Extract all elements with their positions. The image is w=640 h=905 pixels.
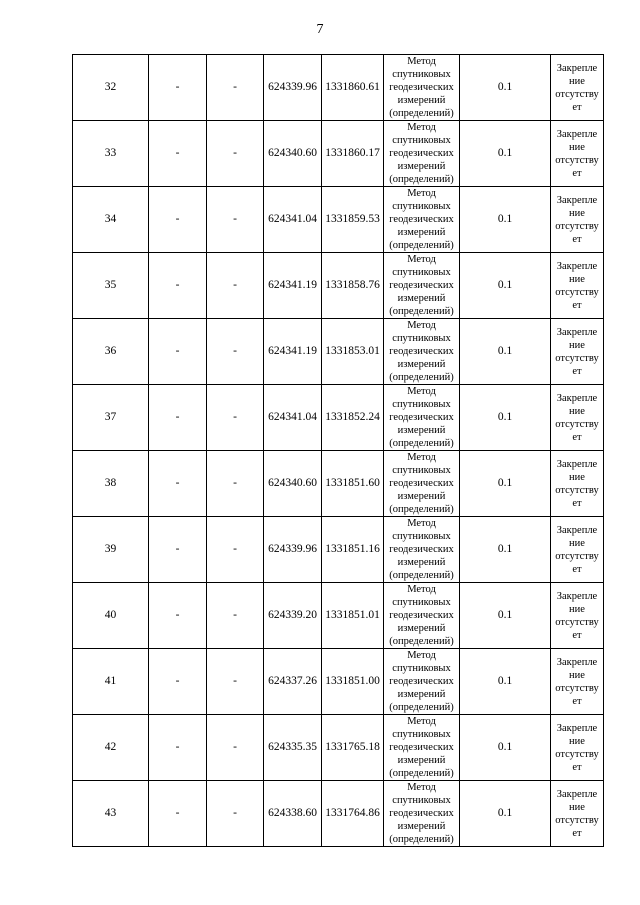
accuracy-cell: 0.1: [460, 517, 551, 583]
x-coordinate-cell: 624335.35: [264, 715, 322, 781]
point-number-cell: 42: [73, 715, 149, 781]
x-coordinate-cell: 624340.60: [264, 451, 322, 517]
method-cell: Метод спутниковых геодезических измерений (определений): [384, 121, 460, 187]
accuracy-cell: 0.1: [460, 583, 551, 649]
point-number-cell: 37: [73, 385, 149, 451]
fixing-cell: Закрепле ние отсутству ет: [551, 781, 604, 847]
old-x-cell: -: [149, 451, 207, 517]
table-row: [73, 253, 604, 319]
old-x-cell: -: [149, 781, 207, 847]
table-row: [73, 451, 604, 517]
method-cell: Метод спутниковых геодезических измерений (определений): [384, 385, 460, 451]
table-row: [73, 121, 604, 187]
old-y-cell: -: [207, 385, 264, 451]
y-coordinate-cell: 1331851.60: [322, 451, 384, 517]
method-cell: Метод спутниковых геодезических измерений (определений): [384, 187, 460, 253]
old-y-cell: -: [207, 715, 264, 781]
old-y-cell: -: [207, 781, 264, 847]
old-y-cell: -: [207, 583, 264, 649]
old-y-cell: -: [207, 55, 264, 121]
fixing-cell: Закрепле ние отсутству ет: [551, 385, 604, 451]
fixing-cell: Закрепле ние отсутству ет: [551, 451, 604, 517]
x-coordinate-cell: 624339.96: [264, 55, 322, 121]
fixing-cell: Закрепле ние отсутству ет: [551, 517, 604, 583]
old-y-cell: -: [207, 121, 264, 187]
x-coordinate-cell: 624338.60: [264, 781, 322, 847]
y-coordinate-cell: 1331765.18: [322, 715, 384, 781]
old-y-cell: -: [207, 649, 264, 715]
old-y-cell: -: [207, 187, 264, 253]
old-x-cell: -: [149, 55, 207, 121]
method-cell: Метод спутниковых геодезических измерений (определений): [384, 517, 460, 583]
accuracy-cell: 0.1: [460, 121, 551, 187]
coordinates-table-body: [73, 55, 604, 847]
method-cell: Метод спутниковых геодезических измерений (определений): [384, 253, 460, 319]
accuracy-cell: 0.1: [460, 715, 551, 781]
old-x-cell: -: [149, 253, 207, 319]
x-coordinate-cell: 624341.04: [264, 187, 322, 253]
method-cell: Метод спутниковых геодезических измерений (определений): [384, 451, 460, 517]
point-number-cell: 34: [73, 187, 149, 253]
x-coordinate-cell: 624341.19: [264, 253, 322, 319]
old-x-cell: -: [149, 121, 207, 187]
accuracy-cell: 0.1: [460, 319, 551, 385]
accuracy-cell: 0.1: [460, 253, 551, 319]
accuracy-cell: 0.1: [460, 55, 551, 121]
y-coordinate-cell: 1331851.00: [322, 649, 384, 715]
table-row: [73, 583, 604, 649]
accuracy-cell: 0.1: [460, 385, 551, 451]
method-cell: Метод спутниковых геодезических измерений (определений): [384, 715, 460, 781]
coordinates-table: [72, 54, 604, 847]
y-coordinate-cell: 1331764.86: [322, 781, 384, 847]
old-x-cell: -: [149, 319, 207, 385]
point-number-cell: 33: [73, 121, 149, 187]
fixing-cell: Закрепле ние отсутству ет: [551, 253, 604, 319]
y-coordinate-cell: 1331860.17: [322, 121, 384, 187]
table-row: [73, 649, 604, 715]
old-x-cell: -: [149, 715, 207, 781]
method-cell: Метод спутниковых геодезических измерений (определений): [384, 319, 460, 385]
table-row: [73, 781, 604, 847]
accuracy-cell: 0.1: [460, 781, 551, 847]
y-coordinate-cell: 1331851.01: [322, 583, 384, 649]
method-cell: Метод спутниковых геодезических измерений (определений): [384, 583, 460, 649]
old-x-cell: -: [149, 649, 207, 715]
point-number-cell: 41: [73, 649, 149, 715]
old-x-cell: -: [149, 385, 207, 451]
fixing-cell: Закрепле ние отсутству ет: [551, 715, 604, 781]
y-coordinate-cell: 1331860.61: [322, 55, 384, 121]
old-y-cell: -: [207, 517, 264, 583]
table-row: [73, 187, 604, 253]
page-number: 7: [316, 22, 324, 37]
x-coordinate-cell: 624341.19: [264, 319, 322, 385]
table-row: [73, 517, 604, 583]
old-x-cell: -: [149, 583, 207, 649]
fixing-cell: Закрепле ние отсутству ет: [551, 583, 604, 649]
table-row: [73, 319, 604, 385]
fixing-cell: Закрепле ние отсутству ет: [551, 187, 604, 253]
accuracy-cell: 0.1: [460, 451, 551, 517]
accuracy-cell: 0.1: [460, 187, 551, 253]
x-coordinate-cell: 624337.26: [264, 649, 322, 715]
y-coordinate-cell: 1331852.24: [322, 385, 384, 451]
point-number-cell: 38: [73, 451, 149, 517]
table-row: [73, 715, 604, 781]
y-coordinate-cell: 1331859.53: [322, 187, 384, 253]
y-coordinate-cell: 1331853.01: [322, 319, 384, 385]
x-coordinate-cell: 624339.96: [264, 517, 322, 583]
y-coordinate-cell: 1331851.16: [322, 517, 384, 583]
old-x-cell: -: [149, 517, 207, 583]
y-coordinate-cell: 1331858.76: [322, 253, 384, 319]
point-number-cell: 36: [73, 319, 149, 385]
method-cell: Метод спутниковых геодезических измерений (определений): [384, 55, 460, 121]
method-cell: Метод спутниковых геодезических измерений (определений): [384, 649, 460, 715]
fixing-cell: Закрепле ние отсутству ет: [551, 649, 604, 715]
fixing-cell: Закрепле ние отсутству ет: [551, 121, 604, 187]
accuracy-cell: 0.1: [460, 649, 551, 715]
point-number-cell: 35: [73, 253, 149, 319]
method-cell: Метод спутниковых геодезических измерений (определений): [384, 781, 460, 847]
fixing-cell: Закрепле ние отсутству ет: [551, 55, 604, 121]
x-coordinate-cell: 624341.04: [264, 385, 322, 451]
fixing-cell: Закрепле ние отсутству ет: [551, 319, 604, 385]
x-coordinate-cell: 624340.60: [264, 121, 322, 187]
old-y-cell: -: [207, 451, 264, 517]
x-coordinate-cell: 624339.20: [264, 583, 322, 649]
old-x-cell: -: [149, 187, 207, 253]
point-number-cell: 32: [73, 55, 149, 121]
old-y-cell: -: [207, 319, 264, 385]
old-y-cell: -: [207, 253, 264, 319]
point-number-cell: 39: [73, 517, 149, 583]
table-row: [73, 55, 604, 121]
point-number-cell: 40: [73, 583, 149, 649]
point-number-cell: 43: [73, 781, 149, 847]
table-row: [73, 385, 604, 451]
